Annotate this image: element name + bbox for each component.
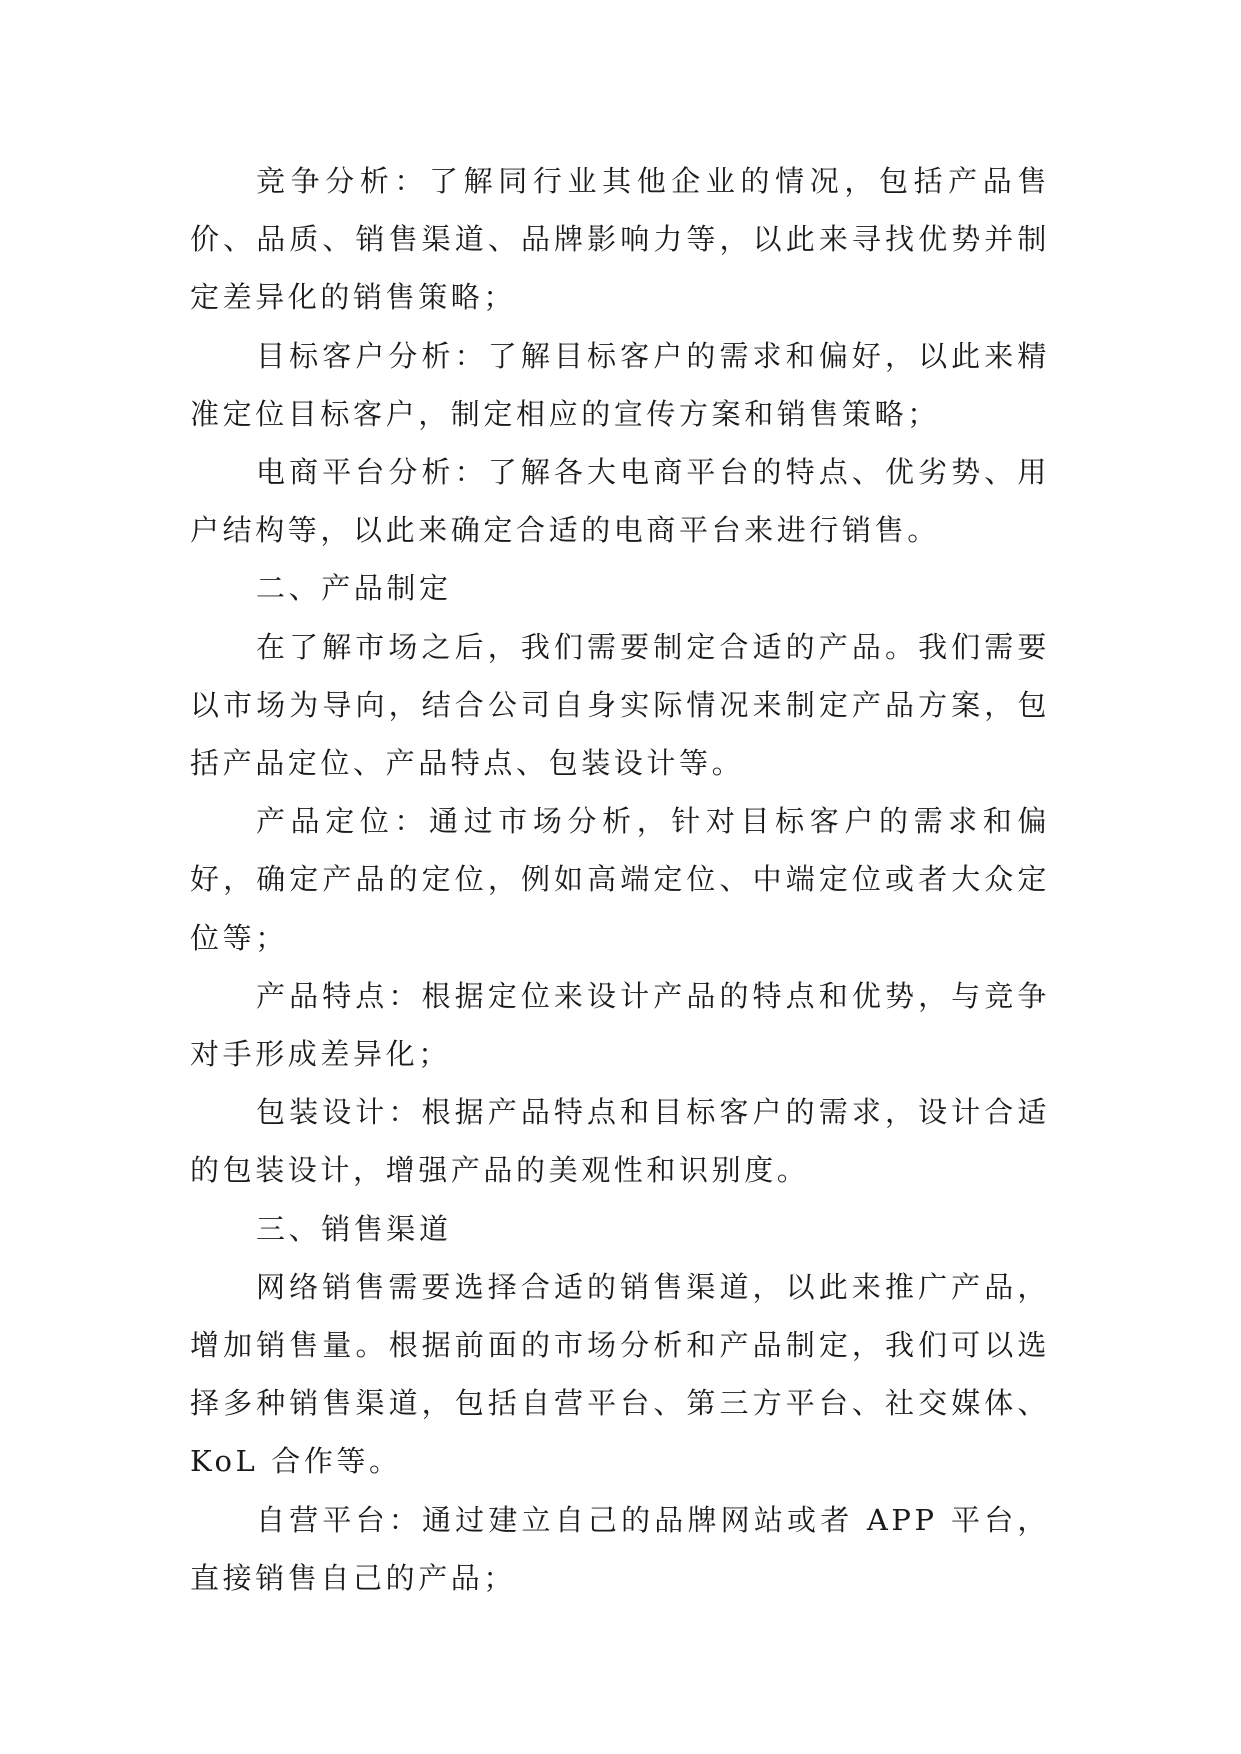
paragraph-packaging-design: 包装设计：根据产品特点和目标客户的需求，设计合适的包装设计，增强产品的美观性和识别度。 xyxy=(190,1095,1050,1188)
paragraph-product-features: 产品特点：根据定位来设计产品的特点和优势，与竞争对手形成差异化； xyxy=(190,978,1050,1072)
paragraph-sales-channels-intro: 网络销售需要选择合适的销售渠道，以此来推广产品，增加销售量。根据前面的市场分析和产品制定，我们可以选择多种销售渠道，包括自营平台、第三方平台、社交媒体、KoL 合作等。 xyxy=(190,1269,1050,1479)
paragraph-ecommerce-platform-analysis: 电商平台分析：了解各大电商平台的特点、优劣势、用户结构等，以此来确定合适的电商平台来进行销售。 xyxy=(190,455,1050,548)
paragraph-competition-analysis: 竞争分析：了解同行业其他企业的情况，包括产品售价、品质、销售渠道、品牌影响力等，以此来寻找优势并制定差异化的销售策略； xyxy=(190,164,1050,315)
paragraph-target-customer-analysis: 目标客户分析：了解目标客户的需求和偏好，以此来精准定位目标客户，制定相应的宣传方案和销售策略； xyxy=(190,338,1050,431)
paragraph-self-operated-platform: 自营平台：通过建立自己的品牌网站或者 APP 平台，直接销售自己的产品； xyxy=(190,1502,1050,1595)
section-heading-sales-channels: 三、销售渠道 xyxy=(256,1211,452,1246)
section-heading-product: 二、产品制定 xyxy=(256,571,452,606)
paragraph-product-intro: 在了解市场之后，我们需要制定合适的产品。我们需要以市场为导向，结合公司自身实际情况来制定产品方案，包括产品定位、产品特点、包装设计等。 xyxy=(190,629,1050,781)
document-body xyxy=(190,152,1050,1607)
paragraph-product-positioning: 产品定位：通过市场分析，针对目标客户的需求和偏好，确定产品的定位，例如高端定位、中端定位或者大众定位等； xyxy=(190,804,1050,955)
